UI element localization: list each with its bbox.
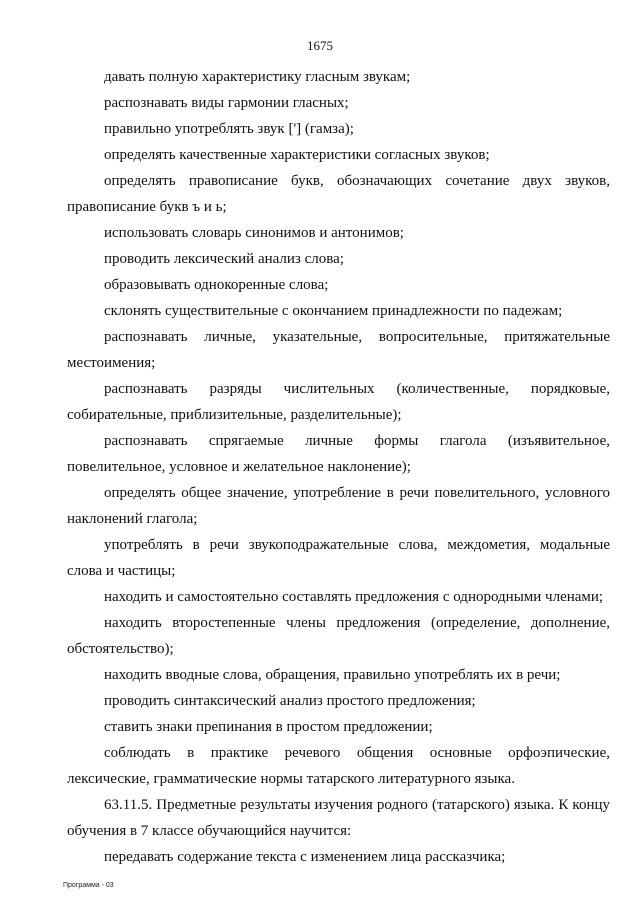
paragraph: определять качественные характеристики согласных звуков; bbox=[104, 147, 490, 163]
footer-label: Программа - 03 bbox=[63, 882, 114, 889]
page-number: 1675 bbox=[307, 38, 333, 53]
paragraph: определять правописание букв, обозначающих сочетание двух звуков, правописание букв ъ и ь; bbox=[67, 173, 610, 215]
paragraph: распознавать личные, указательные, вопросительные, притяжательные местоимения; bbox=[67, 329, 610, 371]
paragraph: давать полную характеристику гласным звукам; bbox=[104, 69, 411, 85]
paragraph: распознавать разряды числительных (количественные, порядковые, собирательные, приблизительные, разделительные); bbox=[67, 381, 610, 423]
section-heading-paragraph: 63.11.5. Предметные результаты изучения родного (татарского) языка. К концу обучения в 7 классе обучающийся научится: bbox=[67, 797, 610, 839]
paragraph: употреблять в речи звукоподражательные слова, междометия, модальные слова и частицы; bbox=[67, 537, 610, 579]
paragraph: правильно употреблять звук ['] (гамза); bbox=[104, 121, 354, 137]
paragraph: ставить знаки препинания в простом предложении; bbox=[104, 719, 433, 735]
paragraph: находить вводные слова, обращения, правильно употреблять их в речи; bbox=[104, 667, 561, 683]
paragraph: определять общее значение, употребление в речи повелительного, условного наклонений глагола; bbox=[67, 485, 610, 527]
paragraph: проводить лексический анализ слова; bbox=[104, 251, 344, 267]
paragraph: склонять существительные с окончанием принадлежности по падежам; bbox=[104, 303, 563, 319]
paragraph: передавать содержание текста с изменением лица рассказчика; bbox=[104, 849, 506, 865]
paragraph: соблюдать в практике речевого общения основные орфоэпические, лексические, грамматические нормы татарского литературного языка. bbox=[67, 745, 610, 787]
document-body bbox=[67, 64, 610, 870]
paragraph: распознавать спрягаемые личные формы глагола (изъявительное, повелительное, условное и желательное наклонение); bbox=[67, 433, 610, 475]
paragraph: проводить синтаксический анализ простого предложения; bbox=[104, 693, 476, 709]
paragraph: распознавать виды гармонии гласных; bbox=[104, 95, 349, 111]
paragraph: образовывать однокоренные слова; bbox=[104, 277, 329, 293]
paragraph: находить второстепенные члены предложения (определение, дополнение, обстоятельство); bbox=[67, 615, 610, 657]
paragraph: находить и самостоятельно составлять предложения с однородными членами; bbox=[104, 589, 604, 605]
paragraph: использовать словарь синонимов и антонимов; bbox=[104, 225, 404, 241]
